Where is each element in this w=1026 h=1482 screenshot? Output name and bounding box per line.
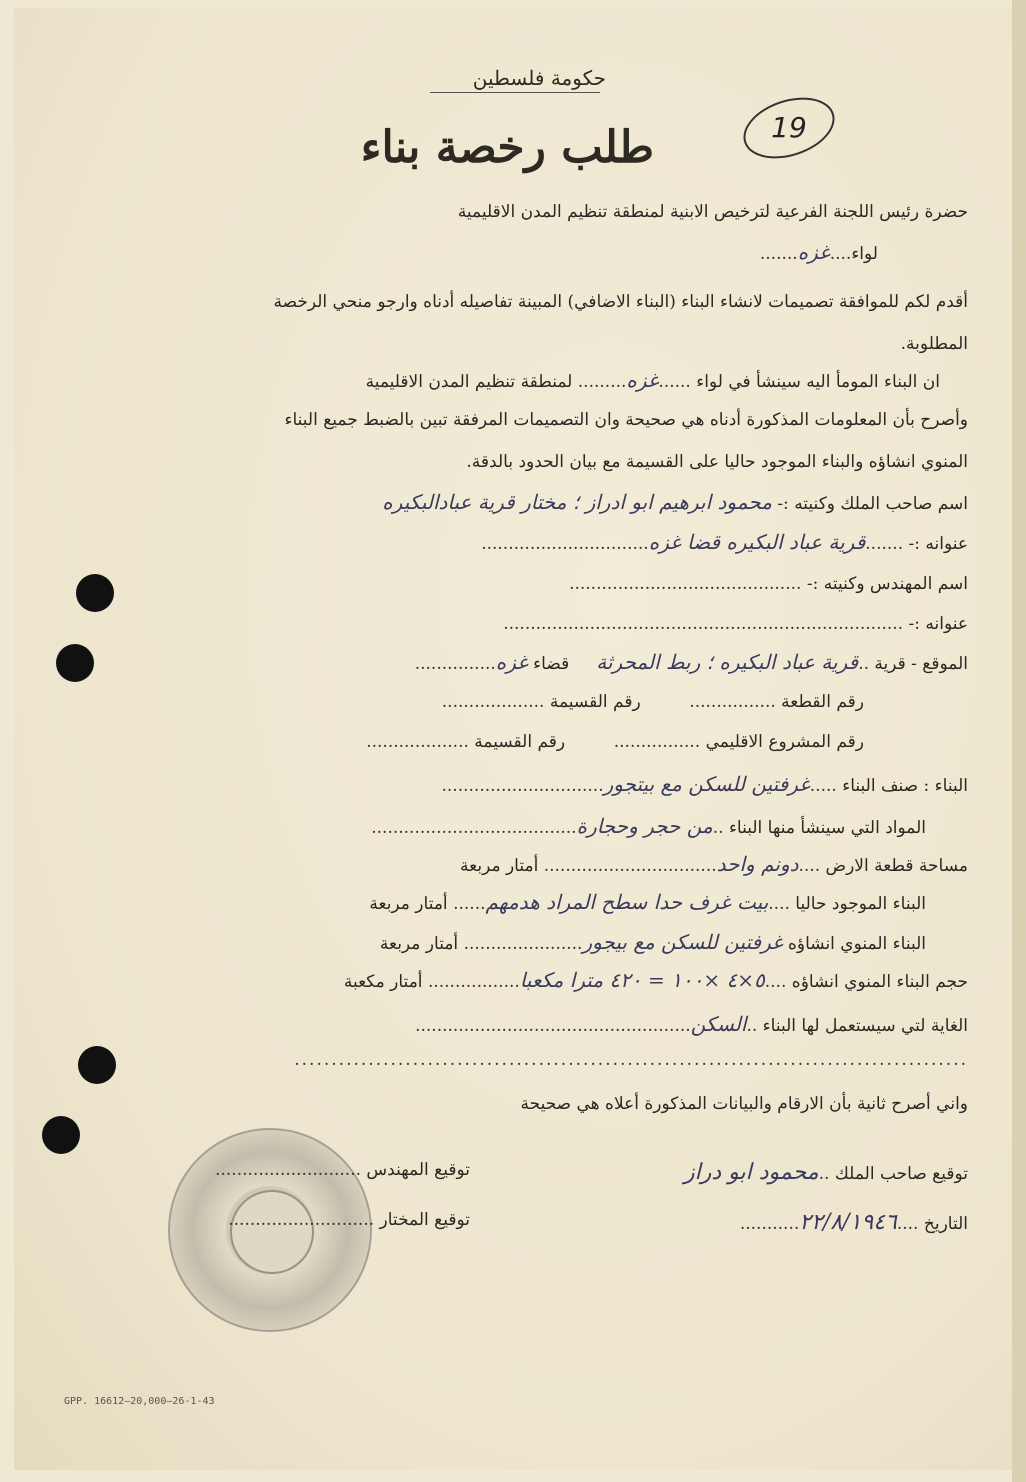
blank-dotted-line: ........................................................................................... (294, 1050, 968, 1070)
building-type-label: البناء : صنف البناء (842, 776, 968, 796)
intro-line-5: المنوي انشاؤه والبناء الموجود حاليا على القسيمة مع بيان الحدود بالدقة. (466, 452, 968, 472)
heading-underline (430, 92, 600, 93)
parcel-label-2: رقم القسيمة (474, 732, 566, 752)
district-label: لواء (851, 244, 878, 264)
file-number: 19 (771, 111, 807, 144)
owner-address-row: عنوانه :- .......قرية عباد البكيره قضا غزه............................... (481, 530, 968, 554)
owner-label: اسم صاحب الملك وكنيته :- (777, 494, 968, 514)
punch-hole (78, 1046, 116, 1084)
engineer-address-label: عنوانه :- (908, 614, 968, 634)
punch-hole (56, 644, 94, 682)
materials-value: من حجر وحجارة (576, 814, 713, 838)
date-value: ٢٢/٨/١٩٤٦ (799, 1210, 897, 1235)
purpose-label: الغاية لتي سيستعمل لها البناء (762, 1016, 968, 1036)
proposed-building-unit: أمتار مربعة (379, 934, 459, 954)
intro-line-3: ان البناء المومأ اليه سينشأ في لواء ......غزه......... لمنطقة تنظيم المدن الاقليمية (365, 368, 940, 392)
district-value: غزه (797, 240, 830, 264)
volume-row: حجم البناء المنوي انشاؤه ....٥×٤ ×١٠٠ = ٤٢٠ مترا مكعبا................. أمتار مكعبة (343, 968, 968, 992)
declaration-text: واني أصرح ثانية بأن الارقام والبيانات المذكورة أعلاه هي صحيحة (520, 1094, 968, 1114)
date-row: التاريخ ....٢٢/٨/١٩٤٦........... (739, 1210, 968, 1235)
official-seal-stamp (168, 1128, 372, 1332)
location-district-value: غزه (495, 650, 528, 674)
intro-line-2: المطلوبة. (900, 334, 968, 354)
form-title: طلب رخصة بناء (360, 122, 654, 173)
intro-line-3a: ان البناء المومأ اليه سينشأ في لواء (696, 372, 940, 392)
proposed-building-label: البناء المنوي انشاؤه (787, 934, 926, 954)
engineer-signature-label: توقيع المهندس (366, 1160, 470, 1180)
owner-signature: محمود ابو دراز (684, 1160, 819, 1185)
intro-line-4: وأصرح بأن المعلومات المذكورة أدناه هي صحيحة وان التصميمات المرفقة تبين بالضبط جميع البناء (284, 410, 968, 430)
building-type-value: غرفتين للسكن مع بيتجور (603, 772, 810, 796)
engineer-label: اسم المهندس وكنيته :- (806, 574, 968, 594)
plot-label: رقم القطعة (781, 692, 864, 712)
location-row: الموقع - قرية ..قرية عباد البكيره ؛ ربط المحرثة قضاء غزه............... (414, 650, 968, 674)
print-code: GPP. 16612—20,000—26-1-43 (64, 1396, 215, 1407)
land-area-value: دونم واحد (716, 852, 799, 876)
addressee-line: حضرة رئيس اللجنة الفرعية لترخيص الابنية لمنطقة تنظيم المدن الاقليمية (457, 202, 968, 222)
volume-unit: أمتار مكعبة (343, 972, 423, 992)
mukhtar-signature-row: توقيع المختار ........................... (228, 1210, 470, 1230)
land-area-unit: أمتار مربعة (460, 856, 539, 876)
land-area-label: مساحة قطعة الارض (825, 856, 968, 876)
parcel-label: رقم القسيمة (549, 692, 641, 712)
building-type-row: البناء : صنف البناء .....غرفتين للسكن مع بيتجور.............................. (441, 772, 968, 796)
volume-label: حجم البناء المنوي انشاؤه (791, 972, 968, 992)
government-heading: حكومة فلسطين (472, 66, 606, 90)
page-edge (1012, 0, 1026, 1482)
land-area-row: مساحة قطعة الارض ....دونم واحد................................ أمتار مربعة (460, 852, 968, 876)
purpose-value: السكن (690, 1012, 747, 1036)
location-district-label: قضاء (533, 654, 570, 674)
plot-row: رقم القطعة ................ رقم القسيمة ................... (441, 692, 864, 712)
owner-value: محمود ابرهيم ابو ادراز ؛ مختار قرية عبادالبكيره (382, 490, 772, 514)
existing-building-label: البناء الموجود حاليا (795, 894, 926, 914)
punch-hole (42, 1116, 80, 1154)
seal-center (230, 1190, 314, 1274)
district-line: لواء....غزه....... (759, 240, 878, 264)
engineer-signature-row: توقيع المهندس ........................... (215, 1160, 470, 1180)
existing-building-value: بيت غرف حدا سطح المراد هدمهم (485, 890, 769, 914)
owner-row (382, 490, 968, 514)
owner-address-label: عنوانه :- (908, 534, 968, 554)
location-value: قرية عباد البكيره ؛ ربط المحرثة (596, 650, 859, 674)
purpose-row: الغاية لتي سيستعمل لها البناء ..السكن................................................... (415, 1012, 968, 1036)
punch-hole (76, 574, 114, 612)
materials-label: المواد التي سينشأ منها البناء (728, 818, 926, 838)
existing-building-row: البناء الموجود حاليا ....بيت غرف حدا سطح المراد هدمهم...... أمتار مربعة (369, 890, 926, 914)
mukhtar-signature-label: توقيع المختار (379, 1210, 470, 1230)
owner-signature-label: توقيع صاحب الملك (834, 1164, 968, 1184)
engineer-address-row: عنوانه :- .......................................................................... (503, 614, 968, 634)
proposed-building-value: غرفتين للسكن مع بيجور (582, 930, 783, 954)
intro-line-1: أقدم لكم للموافقة تصميمات لانشاء البناء (البناء الاضافي) المبينة تفاصيله أدناه وارجو منحي الرخصة (273, 292, 968, 312)
project-row: رقم المشروع الاقليمي ................ رقم القسيمة ................... (366, 732, 864, 752)
materials-row: المواد التي سينشأ منها البناء ..من حجر وحجارة...................................... (371, 814, 926, 838)
engineer-row: اسم المهندس وكنيته :- ........................................... (569, 574, 968, 594)
date-label: التاريخ (923, 1214, 968, 1234)
location-label: الموقع - قرية (874, 654, 968, 674)
project-label: رقم المشروع الاقليمي (705, 732, 864, 752)
owner-address-value: قرية عباد البكيره قضا غزه (648, 530, 866, 554)
intro-line-3b: لمنطقة تنظيم المدن الاقليمية (365, 372, 573, 392)
proposed-building-row: البناء المنوي انشاؤه غرفتين للسكن مع بيجور...................... أمتار مربعة (379, 930, 926, 954)
existing-building-unit: أمتار مربعة (369, 894, 448, 914)
intro-district-value: غزه (626, 368, 659, 392)
owner-signature-row: توقيع صاحب الملك ..محمود ابو دراز (684, 1160, 968, 1185)
volume-value: ٥×٤ ×١٠٠ = ٤٢٠ مترا مكعبا (519, 968, 765, 992)
